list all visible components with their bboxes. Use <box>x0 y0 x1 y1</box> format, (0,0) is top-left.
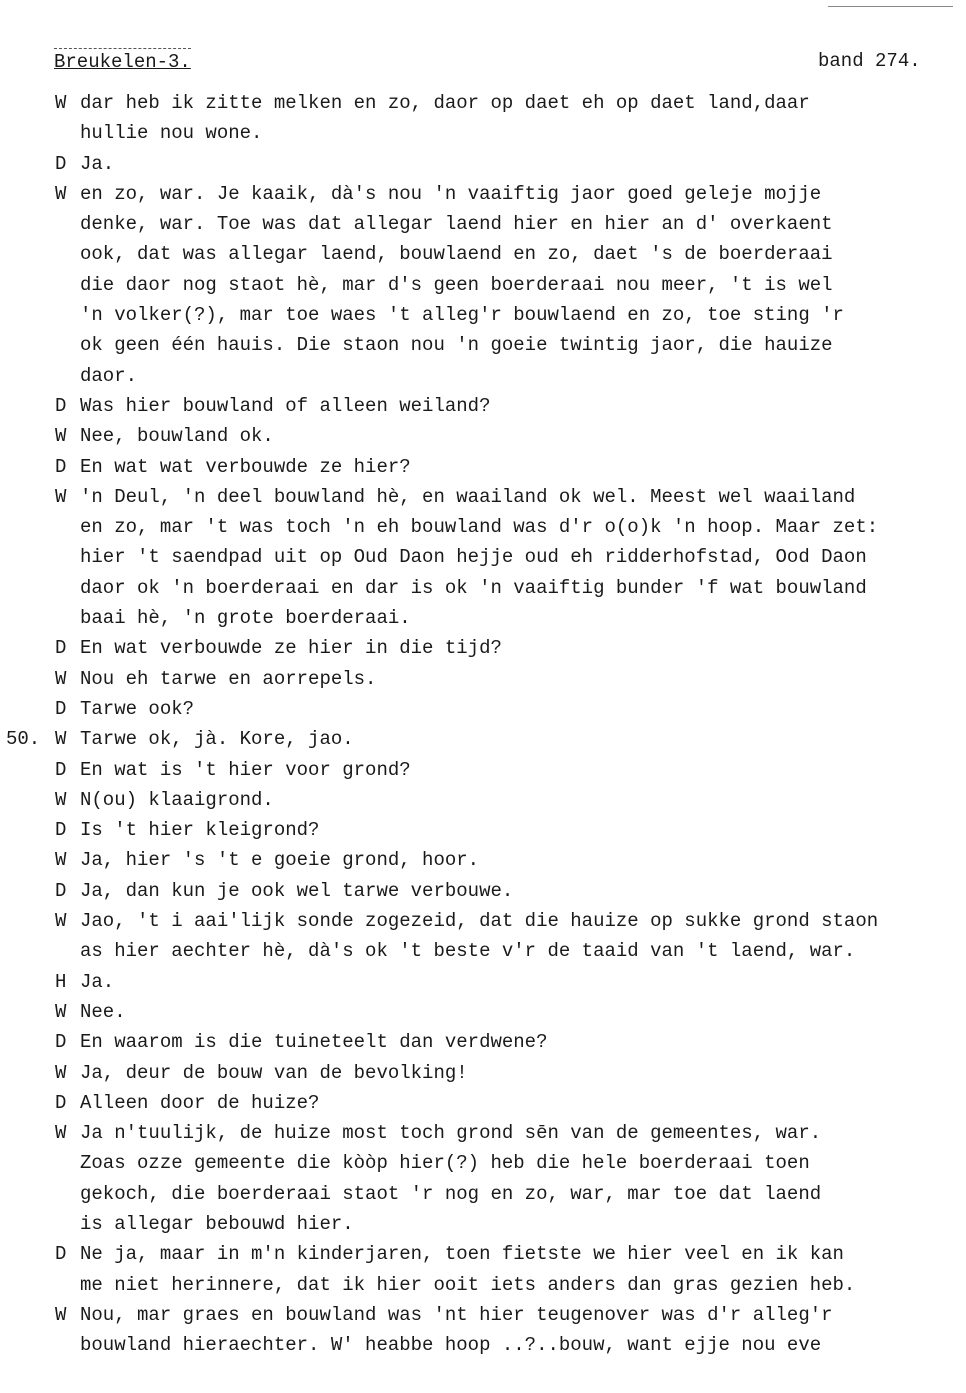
speaker-label: D <box>55 637 67 660</box>
transcript-line: hullie nou wone. <box>80 122 263 145</box>
transcript-line: Tarwe ok, jà. Kore, jao. <box>80 728 354 751</box>
transcript-line: Is 't hier kleigrond? <box>80 819 320 842</box>
speaker-label: W <box>55 92 67 114</box>
page-title <box>54 48 191 73</box>
line-number: 50. <box>6 728 41 751</box>
speaker-label: W <box>55 667 67 690</box>
band-number: band 274. <box>818 50 921 72</box>
transcript-line: Ne ja, maar in m'n kinderjaren, toen fietste we hier veel en ik kan <box>80 1243 844 1266</box>
transcript-line: Nou eh tarwe en aorrepels. <box>80 667 377 690</box>
transcript-line: ook, dat was allegar laend, bouwlaend en zo, daet 's de boerderaai <box>80 243 833 266</box>
transcript-entry <box>0 876 966 906</box>
transcript-line: Ja n'tuulijk, de huize most toch grond sēn van de gemeentes, war. <box>80 1122 822 1145</box>
speaker-label: W <box>55 1122 67 1145</box>
transcript-line: Tarwe ook? <box>80 697 195 720</box>
transcript-line: 'n Deul, 'n deel bouwland hè, en waailand ok wel. Meest wel waailand <box>80 485 856 508</box>
page-title-text: Breukelen-3. <box>54 51 191 73</box>
speaker-label: D <box>55 819 67 842</box>
speaker-label: D <box>55 394 67 417</box>
transcript-entry <box>0 1058 966 1088</box>
transcript-line: 'n volker(?), mar toe waes 't alleg'r bouwlaend en zo, toe sting 'r <box>80 304 844 327</box>
transcript-line: daor ok 'n boerderaai en dar is ok 'n vaaiftig bunder 'f wat bouwland <box>80 576 867 599</box>
transcript-line: en zo, war. Je kaaik, dà's nou 'n vaaiftig jaor goed geleje mojje <box>80 182 822 205</box>
transcript-line: Ja, deur de bouw van de bevolking! <box>80 1061 468 1084</box>
transcript-line: me niet herinnere, dat ik hier ooit iets anders dan gras gezien heb. <box>80 1273 856 1296</box>
transcript-line: Alleen door de huize? <box>80 1091 320 1114</box>
transcript-body <box>0 88 966 1360</box>
transcript-entry <box>0 815 966 845</box>
transcript-entry <box>0 967 966 997</box>
transcript-line: Ja. <box>80 152 115 175</box>
transcript-line: as hier aechter hè, dà's ok 't beste v'r de taaid van 't laend, war. <box>80 940 856 963</box>
transcript-line: dar heb ik zitte melken en zo, daor op daet eh op daet land,daar <box>80 92 810 114</box>
transcript-entry <box>0 755 966 785</box>
speaker-label: W <box>55 425 67 448</box>
transcript-entry <box>0 694 966 724</box>
transcript-entry <box>0 664 966 694</box>
speaker-label: D <box>55 697 67 720</box>
speaker-label: D <box>55 455 67 478</box>
transcript-line: bouwland hieraechter. W' heabbe hoop ..?..bouw, want ejje nou eve <box>80 1334 822 1357</box>
top-rule <box>828 6 953 7</box>
speaker-label: D <box>55 152 67 175</box>
transcript-line: Nee. <box>80 1000 126 1023</box>
transcript-entry <box>0 633 966 663</box>
transcript-entry <box>0 1088 966 1118</box>
speaker-label: W <box>55 1061 67 1084</box>
transcript-entry <box>0 724 966 754</box>
transcript-line: ok geen één hauis. Die staon nou 'n goeie twintig jaor, die hauize <box>80 334 833 357</box>
speaker-label: D <box>55 1091 67 1114</box>
transcript-entry <box>0 1239 966 1300</box>
transcript-line: Ja, dan kun je ook wel tarwe verbouwe. <box>80 879 514 902</box>
transcript-line: die daor nog staot hè, mar d's geen boerderaai nou meer, 't is wel <box>80 273 833 296</box>
transcript-entry <box>0 906 966 967</box>
speaker-label: D <box>55 1031 67 1054</box>
transcript-line: hier 't saendpad uit op Oud Daon hejje oud eh ridderhofstad, Ood Daon <box>80 546 867 569</box>
transcript-entry <box>0 1118 966 1239</box>
transcript-line: daor. <box>80 364 138 387</box>
transcript-line: Nee, bouwland ok. <box>80 425 274 448</box>
transcript-line: En wat verbouwde ze hier in die tijd? <box>80 637 502 660</box>
transcript-entry <box>0 391 966 421</box>
speaker-label: D <box>55 758 67 781</box>
transcript-entry <box>0 482 966 633</box>
speaker-label: D <box>55 1243 67 1266</box>
transcript-entry <box>0 1027 966 1057</box>
transcript-line: En wat wat verbouwde ze hier? <box>80 455 411 478</box>
speaker-label: W <box>55 1000 67 1023</box>
transcript-line: gekoch, die boerderaai staot 'r nog en zo, war, mar toe dat laend <box>80 1182 822 1205</box>
transcript-entry <box>0 997 966 1027</box>
transcript-line: is allegar bebouwd hier. <box>80 1212 354 1235</box>
transcript-line: Nou, mar graes en bouwland was 'nt hier teugenover was d'r alleg'r <box>80 1303 833 1326</box>
transcript-line: En waarom is die tuineteelt dan verdwene? <box>80 1031 548 1054</box>
transcript-line: Was hier bouwland of alleen weiland? <box>80 394 491 417</box>
transcript-line: Jao, 't i aai'lijk sonde zogezeid, dat die hauize op sukke grond staon <box>80 910 879 933</box>
transcript-line: denke, war. Toe was dat allegar laend hier en hier an d' overkaent <box>80 213 833 236</box>
transcript-entry <box>0 179 966 391</box>
transcript-entry <box>0 845 966 875</box>
speaker-label: W <box>55 910 67 933</box>
transcript-line: N(ou) klaaigrond. <box>80 788 274 811</box>
speaker-label: W <box>55 485 67 508</box>
speaker-label: W <box>55 182 67 205</box>
transcript-line: Zoas ozze gemeente die kòòp hier(?) heb die hele boerderaai toen <box>80 1152 810 1175</box>
transcript-entry <box>0 1300 966 1361</box>
speaker-label: D <box>55 879 67 902</box>
transcript-line: en zo, mar 't was toch 'n eh bouwland was d'r o(o)k 'n hoop. Maar zet: <box>80 516 879 539</box>
transcript-entry <box>0 88 966 149</box>
transcript-entry <box>0 421 966 451</box>
transcript-entry <box>0 452 966 482</box>
transcript-entry <box>0 149 966 179</box>
speaker-label: W <box>55 728 67 751</box>
speaker-label: W <box>55 788 67 811</box>
speaker-label: W <box>55 1303 67 1326</box>
speaker-label: H <box>55 970 67 993</box>
transcript-line: baai hè, 'n grote boerderaai. <box>80 607 411 630</box>
speaker-label: W <box>55 849 67 872</box>
transcript-line: Ja. <box>80 970 115 993</box>
transcript-entry <box>0 785 966 815</box>
transcript-line: Ja, hier 's 't e goeie grond, hoor. <box>80 849 480 872</box>
transcript-line: En wat is 't hier voor grond? <box>80 758 411 781</box>
